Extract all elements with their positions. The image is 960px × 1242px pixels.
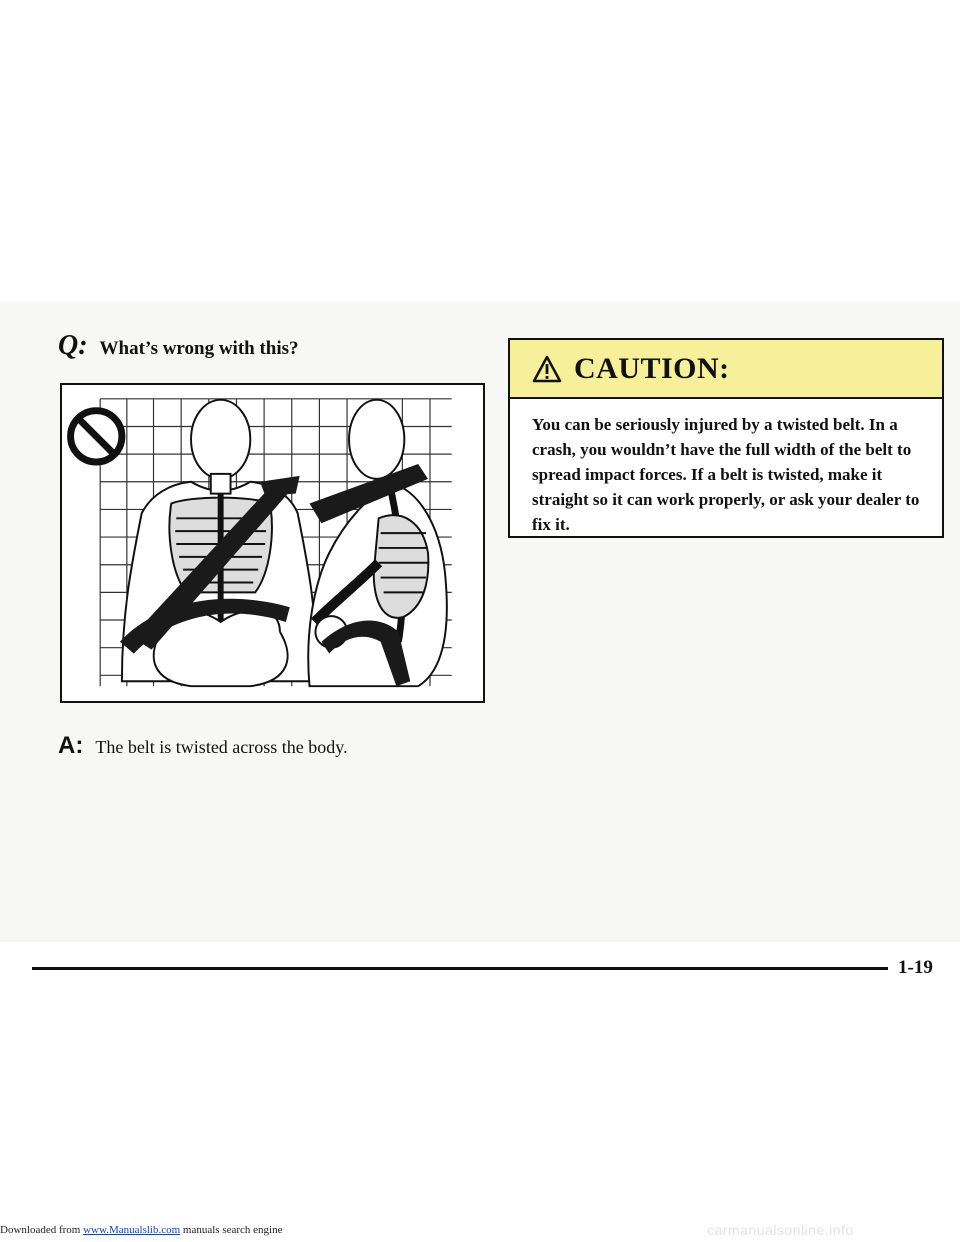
answer [58,732,348,760]
twisted-belt-illustration [60,383,485,703]
question [58,330,299,362]
answer-text: The belt is twisted across the body. [95,737,348,757]
manualslib-link[interactable]: www.Manualslib.com [83,1224,181,1236]
question-text: What’s wrong with this? [99,338,299,359]
caution-box [508,338,944,538]
watermark: carmanualsonline.info [707,1222,854,1238]
question-marker: Q: [58,330,88,361]
warning-triangle-icon [532,355,562,383]
download-note [0,1224,282,1236]
caution-title: CAUTION: [574,351,730,385]
answer-marker: A: [58,732,84,759]
no-sign-icon [71,411,122,462]
download-note-suffix: manuals search engine [180,1224,283,1236]
page-number: 1-19 [898,957,933,978]
download-note-prefix: Downloaded from [0,1224,84,1236]
caution-header [510,340,942,399]
caution-text: You can be seriously injured by a twisted belt. In a crash, you wouldn’t have the full width of the belt to spread impact forces. If a belt is twisted, make it straight so it can work properly, or ask your dealer to fix it. [532,415,920,534]
footer-rule [32,967,888,970]
